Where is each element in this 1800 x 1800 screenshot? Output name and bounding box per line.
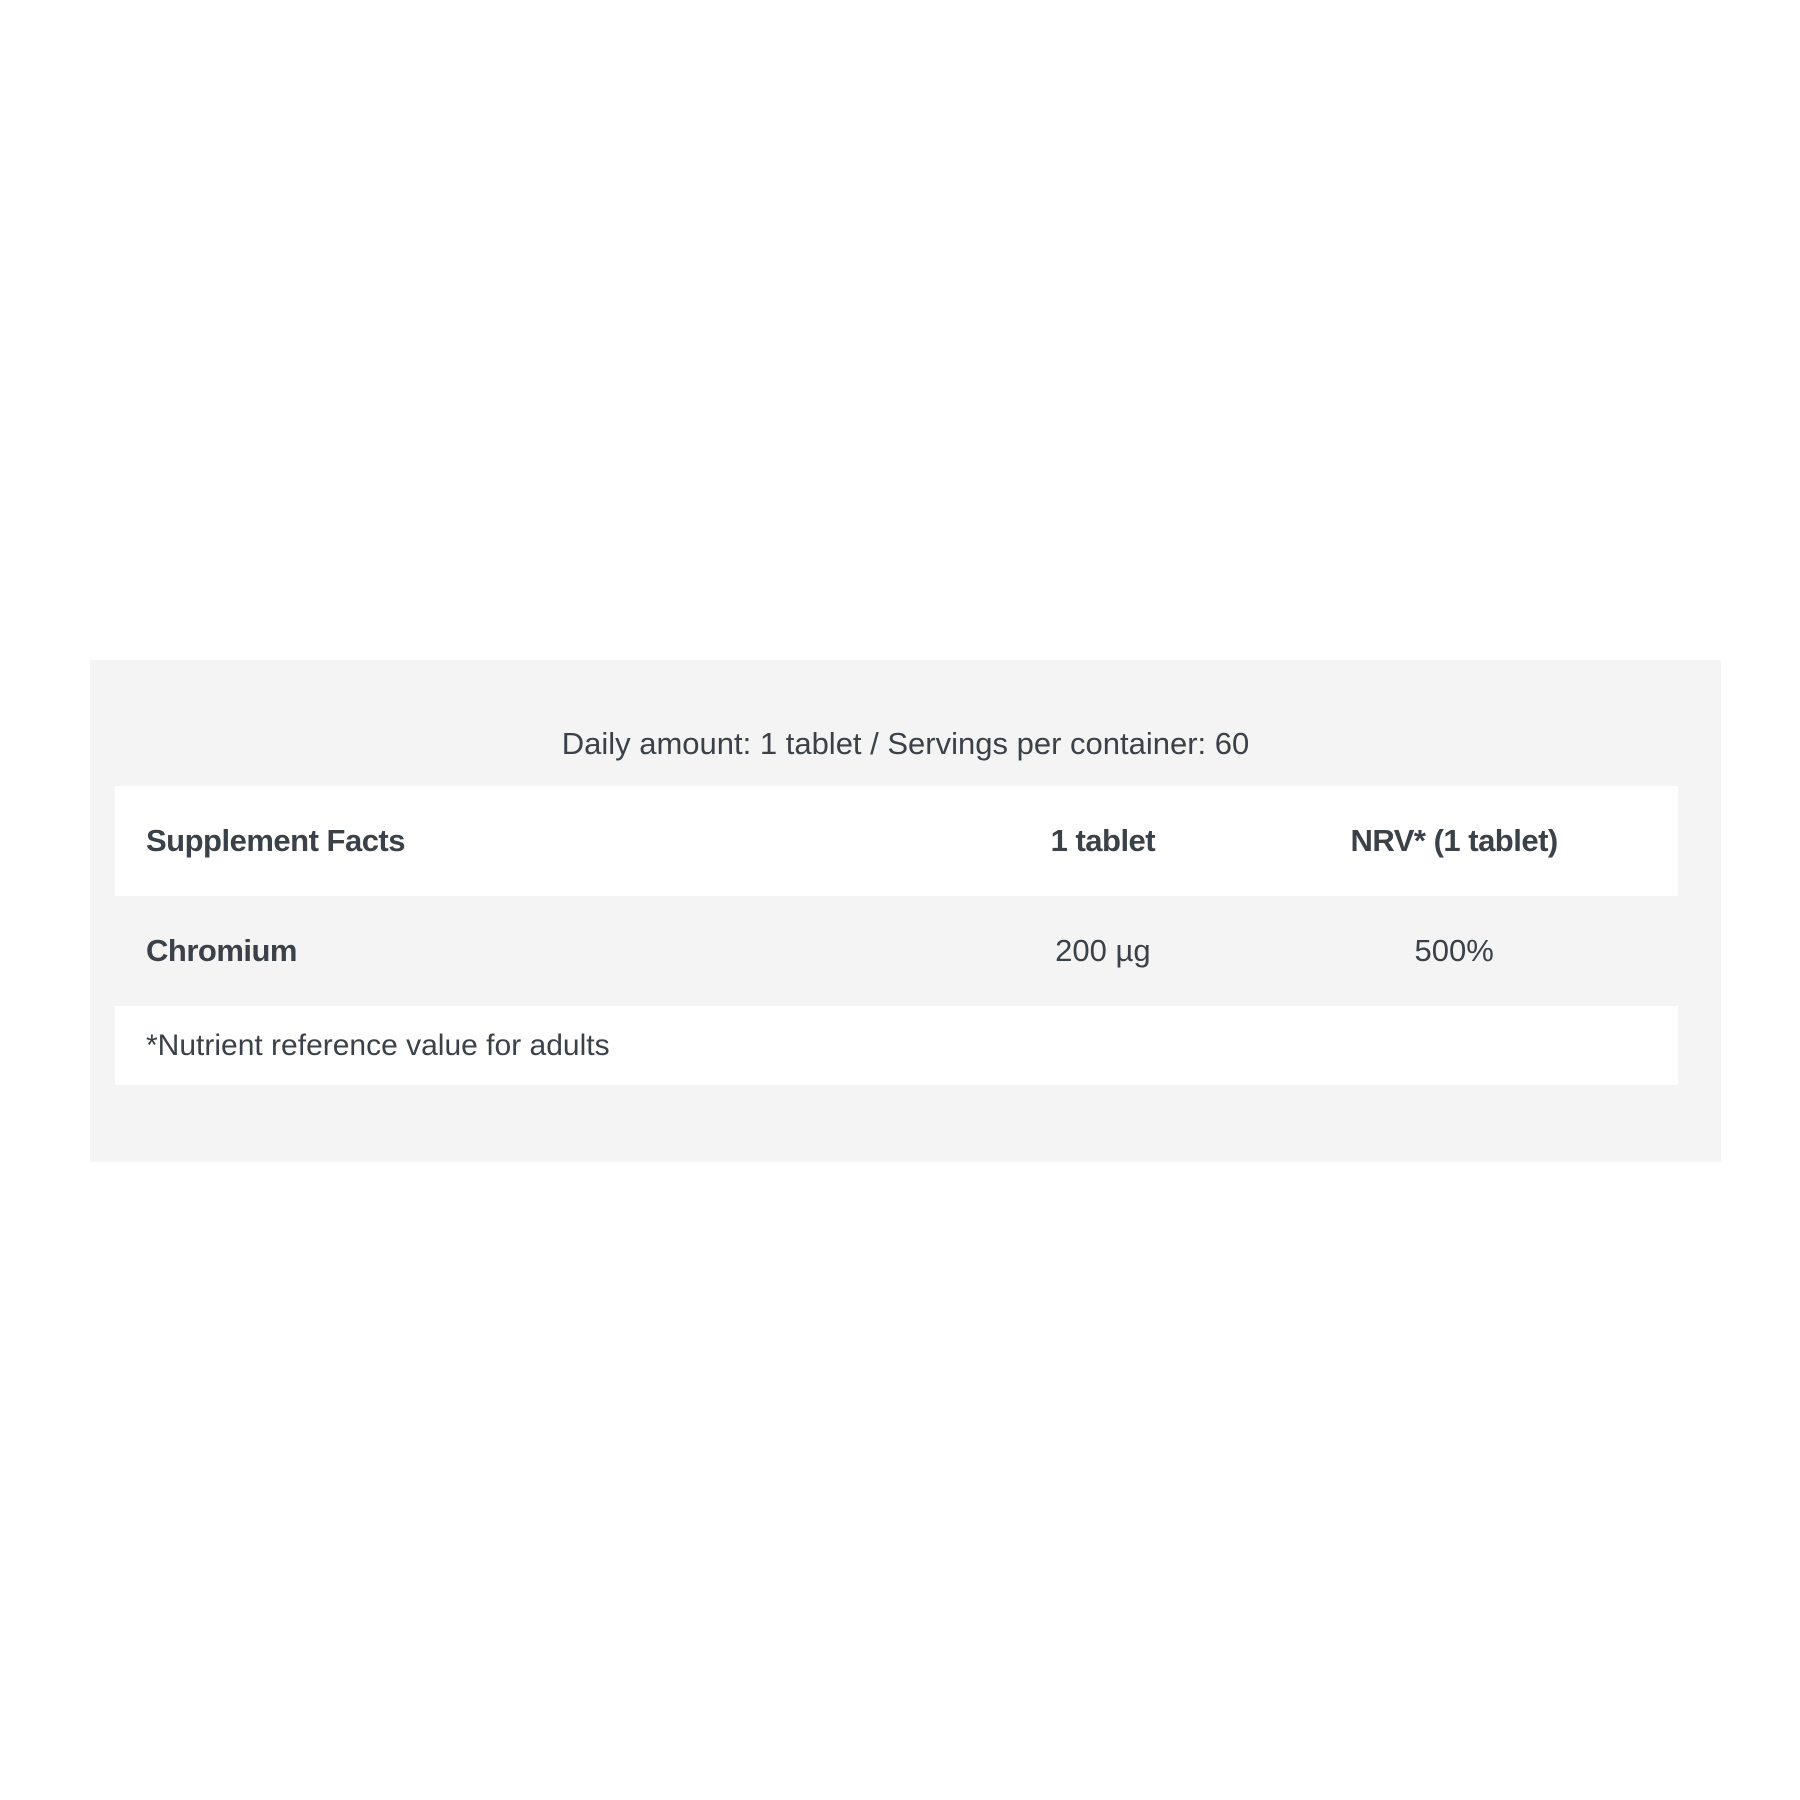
header-amount: 1 tablet xyxy=(1050,823,1156,858)
table-row xyxy=(115,896,1678,1006)
daily-amount-text: Daily amount: 1 tablet / Servings per container: 60 xyxy=(561,726,1250,761)
nutrient-nrv: 500% xyxy=(1414,933,1494,968)
nutrient-name: Chromium xyxy=(146,933,297,968)
supplement-facts-table xyxy=(115,786,1678,1085)
supplement-facts-panel xyxy=(90,660,1721,1162)
footnote-row xyxy=(115,1006,1678,1085)
table-header-row xyxy=(115,786,1678,896)
header-supplement-facts: Supplement Facts xyxy=(146,823,405,858)
nutrient-amount: 200 µg xyxy=(1055,933,1151,968)
header-nrv: NRV* (1 tablet) xyxy=(1350,823,1558,858)
nrv-footnote: *Nutrient reference value for adults xyxy=(146,1028,610,1062)
